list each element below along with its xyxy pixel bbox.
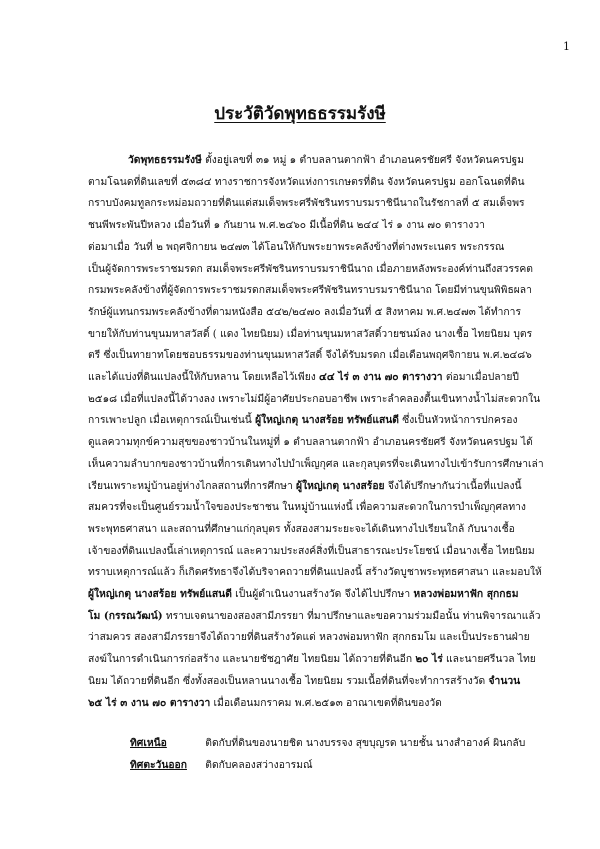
document-title: ประวัติวัดพุทธธรรมรังษี xyxy=(214,104,386,124)
text-run: ทราบเหตุการณ์แล้ว ก็เกิดศรัทธาจึงได้บริจาคถวายที่ดินแปลงนี้ สร้างวัดบูชาพระพุทธศาสนา และมอบให้ xyxy=(88,566,542,579)
text-run: การเพาะปลูก เมื่อเหตุการณ์เป็นเช่นนี้ xyxy=(88,414,256,427)
text-run: กราบบังคมทูลกระหม่อมถวายที่ดินแด่สมเด็จพระศรีพัชรินทราบรมราชินีนาถในรัชกาลที่ ๕ สมเด็จพร xyxy=(88,197,525,210)
text-run: เรียนเพราะหมู่บ้านอยู่ห่างไกลสถานที่การศึกษา xyxy=(88,479,297,492)
text-line xyxy=(88,671,550,693)
text-line xyxy=(88,476,550,498)
text-run: พระพุทธศาสนา และสถานที่ศึกษาแก่กุลบุตร ทั้งสองสามระยะจะได้เดินทางไปเรียนใกล้ กับนางเชื้อ xyxy=(88,522,515,535)
text-line xyxy=(88,562,550,584)
text-line xyxy=(88,389,550,411)
text-run: จึงได้ปรึกษากันว่าเนื้อที่แปลงนี้ xyxy=(384,479,522,492)
text-line xyxy=(88,280,550,302)
text-run: นิยม ได้ถวายที่ดินอีก ซึ่งทั้งสองเป็นหลานนางเชื้อ ไทยนิยม รวมเนื้อที่ดินที่จะทำการสร้างวัด xyxy=(88,674,489,687)
text-run: และได้แบ่งที่ดินแปลงนี้ให้กับหลาน โดยเหลือไว้เพียง xyxy=(88,371,320,384)
text-run: กรมพระคลังข้างที่ผู้จัดการพระราชมรดกสมเด็จพระศรีพัชรินทราบรมราชินีนาถ โดยมีท่านขุนพิพิธผลา xyxy=(88,284,532,297)
text-line xyxy=(88,606,550,628)
text-run: และนายศรีนวล ไทย xyxy=(442,653,536,666)
text-line xyxy=(88,432,550,454)
text-run: ตั้งอยู่เลขที่ ๓๑ หมู่ ๑ ตำบลลานตากฟ้า อำเภอนครชัยศรี จังหวัดนครปฐม xyxy=(201,154,525,166)
text-line xyxy=(88,215,550,237)
text-run: เมื่อเดือนมกราคม พ.ศ.๒๕๑๓ อาณาเขตที่ดินของวัด xyxy=(210,696,442,709)
boundary-text: ติดกับที่ดินของนายชิต นางบรรจง สุขบุญรด นายชั้น นางสำอางค์ ผินกลับ xyxy=(205,737,526,749)
text-run: ชนพีพระพันปีหลวง เมื่อวันที่ ๑ กันยาน พ.ศ.๒๔๖๐ มีเนื้อที่ดิน ๒๔๔ ไร่ ๑ งาน ๗๐ ตารางวา xyxy=(88,219,485,232)
bold-text: ๒๐ ไร่ xyxy=(415,653,443,666)
text-run: ขายให้กับท่านขุนมหาสวัสดิ์ ( แดง ไทยนิยม) เมื่อท่านขุนมหาสวัสดิ์วายชนม์ลง นางเชื้อ ไทยนิยม บุตร xyxy=(88,327,533,340)
bold-text: ๖๕ ไร่ ๓ งาน ๗๐ ตารางวา xyxy=(88,696,211,709)
text-line xyxy=(88,410,550,432)
text-line xyxy=(88,649,550,671)
bold-text: จำนวน xyxy=(488,674,521,687)
page-number: 1 xyxy=(563,40,570,53)
text-run: ดูแลความทุกข์ความสุขของชาวบ้านในหมู่ที่ ๑ ตำบลลานตากฟ้า อำเภอนครชัยศรี จังหวัดนครปฐม ได้ xyxy=(88,436,533,449)
boundary-label: ทิศเหนือ xyxy=(130,737,167,749)
bold-text: ผู้ใหญ่เกตุ นางสร้อย ทรัพย์แสนดี xyxy=(255,414,399,427)
text-run: ๒๕๑๘ เมื่อที่แปลงนี้ได้วางลง เพราะไม่มีผู้อาศัยประกอบอาชีพ เพราะลำคลองตื้นเขินทางน้ำไม่สะดวกใน xyxy=(88,392,541,405)
bold-text: ผู้ใหญ่เกตุ นางสร้อย xyxy=(296,479,385,492)
text-run: ตรี ซึ่งเป็นทายาทโดยชอบธรรมของท่านขุนมหาสวัสดิ์ จึงได้รับมรดก เมื่อเดือนพฤศจิกายน พ.ศ.๒๔๘๖ xyxy=(88,349,532,362)
text-line xyxy=(88,519,550,541)
text-line xyxy=(88,259,550,281)
text-run: ว่าสมควร สองสามีภรรยาจึงได้ถวายที่ดินสร้างวัดแด่ หลวงพ่อมหาฟัก สุกกธมโม และเป็นประธานฝ่าย xyxy=(88,631,530,644)
text-line xyxy=(88,627,550,649)
text-line xyxy=(88,193,550,215)
text-run: ต่อมาเมื่อปลายปี xyxy=(442,371,519,384)
text-run: สงฆ์ในการดำเนินการก่อสร้าง และนายชัชฎาศัย ไทยนิยม ได้ถวายที่ดินอีก xyxy=(88,653,416,666)
text-run: เป็นผู้จัดการพระราชมรดก สมเด็จพระศรีพัชรินทราบรมราชินีนาถ เมื่อภายหลังพระองค์ท่านถึงสวรรคต xyxy=(88,262,533,275)
text-run: ทราบเจตนาของสองสามีภรรยา ที่มาปรึกษาและขอความร่วมมือนั้น ท่านพิจารณาแล้ว xyxy=(162,609,541,622)
text-run: เจ้าของที่ดินแปลงนี้เล่าเหตุการณ์ และความประสงค์สิ่งที่เป็นสาธารณะประโยชน์ เมื่อนางเชื้อ ไทยนิยม xyxy=(88,544,535,557)
text-line xyxy=(88,497,550,519)
text-line xyxy=(88,454,550,476)
text-line xyxy=(88,237,550,259)
bold-text: โม (กรรณวัฒน์) xyxy=(88,609,163,622)
text-line xyxy=(88,541,550,563)
text-run: เป็นผู้ดำเนินงานสร้างวัด จึงได้ไปปรึกษา xyxy=(231,588,414,601)
boundary-north xyxy=(130,734,525,751)
document-body xyxy=(88,150,550,714)
text-line xyxy=(88,693,550,715)
text-line xyxy=(88,367,550,389)
bold-text: วัดพุทธธรรมรังษี xyxy=(128,154,202,166)
text-line xyxy=(88,345,550,367)
boundary-text: ติดกับคลองสว่างอารมณ์ xyxy=(205,759,313,771)
boundary-east xyxy=(130,756,313,773)
text-run: รักษ์ผู้แทนกรมพระคลังข้างที่ตามหนังสือ ๕๔๒/๒๔๗๐ ลงเมื่อวันที่ ๕ สิงหาคม พ.ศ.๒๔๗๓ ได้ทำการ xyxy=(88,305,521,318)
text-line xyxy=(88,150,550,172)
text-run: ตามโฉนดที่ดินเลขที่ ๕๓๘๔ ทางราชการจังหวัดแห่งการเกษตรที่ดิน จังหวัดนครปฐม ออกโฉนดที่ดิน xyxy=(88,175,525,188)
text-line xyxy=(88,584,550,606)
text-run: เห็นความลำบากของชาวบ้านที่การเดินทางไปบำเพ็ญกุศล และกุลบุตรที่จะเดินทางไปเข้ารับการศึกษาเล่า xyxy=(88,457,544,470)
boundary-label: ทิศตะวันออก xyxy=(130,759,187,771)
text-run: ซึ่งเป็นหัวหน้าการปกครอง xyxy=(398,414,518,427)
text-run: ต่อมาเมื่อ วันที่ ๒ พฤศจิกายน ๒๔๗๓ ได้โอนให้กับพระยาพระคลังข้างที่ต่างพระเนตร พระกรรณ xyxy=(88,240,505,253)
bold-text: ๔๔ ไร่ ๓ งาน ๗๐ ตารางวา xyxy=(319,371,443,384)
text-line xyxy=(88,172,550,194)
bold-text: หลวงพ่อมหาฟัก สุกกธม xyxy=(413,588,519,601)
text-line xyxy=(88,302,550,324)
bold-text: ผู้ใหญ่เกตุ นางสร้อย ทรัพย์แสนดี xyxy=(88,588,232,601)
text-line xyxy=(88,324,550,346)
text-run: สมควรที่จะเป็นศูนย์รวมน้ำใจของประชาชน ในหมู่บ้านแห่งนี้ เพื่อความสะดวกในการบำเพ็ญกุศลทาง xyxy=(88,501,526,514)
